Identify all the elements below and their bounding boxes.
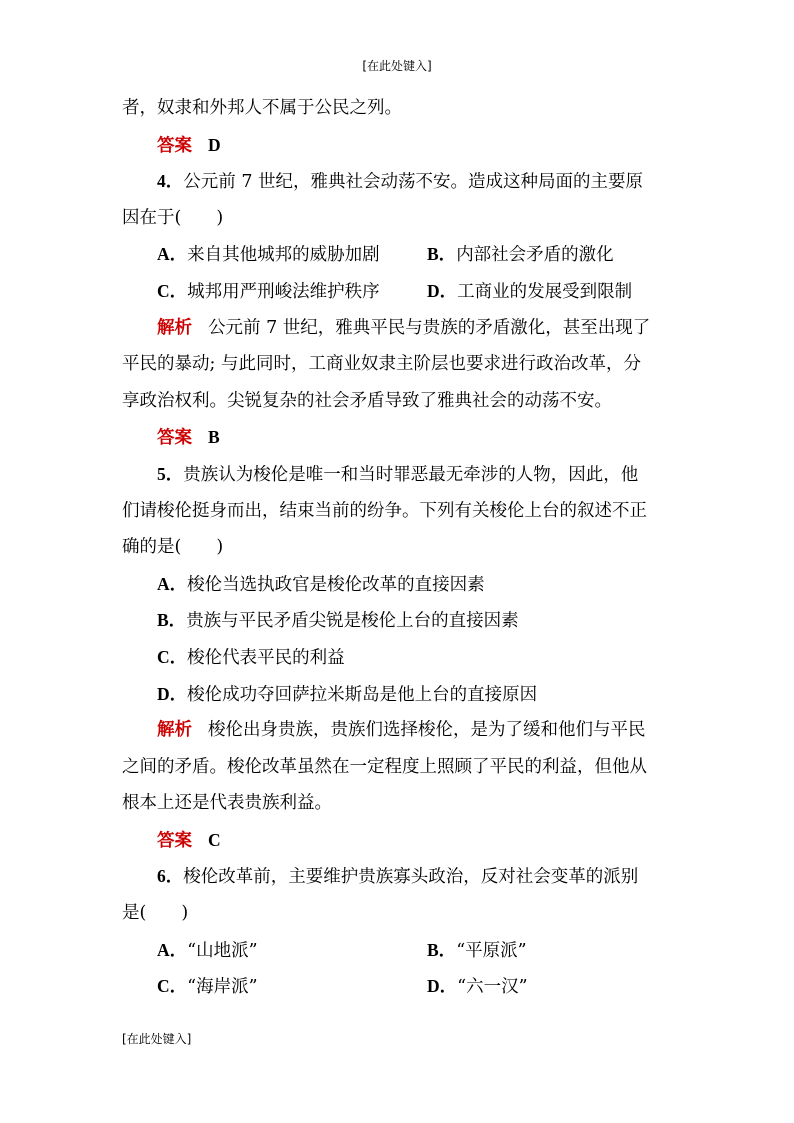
question-number: 4． [157,171,184,192]
q4-options-ab [122,236,682,273]
answer-value: B [208,427,220,448]
option-letter: B． [427,939,457,960]
option-text: 城邦用严刑峻法维护秩序 [187,281,380,302]
option-text: 梭伦代表平民的利益 [187,647,345,668]
option-text: 梭伦当选执政官是梭伦改革的直接因素 [187,574,485,595]
option-letter: A． [157,244,188,265]
option-letter: D． [427,976,458,997]
option-b [427,932,527,969]
option-text: “平原派” [456,940,527,961]
q6-options-cd [122,968,682,1005]
option-letter: D． [157,683,188,704]
question-number: 5． [157,463,184,484]
question-text: 梭伦改革前，主要维护贵族寡头政治，反对社会变革的派别 [183,867,639,888]
text-line: 者，奴隶和外邦人不属于公民之列。 [122,98,402,118]
q5-option-c [122,639,682,676]
question-4-cont: 因在于( ) [122,207,224,228]
question-5 [122,456,682,493]
explanation-label: 解析 [157,720,192,741]
question-4 [122,163,682,200]
option-letter: A． [157,939,188,960]
answer-4 [122,419,682,456]
option-letter: D． [427,280,458,301]
answer-label: 答案 [157,135,192,156]
option-text: “海岸派” [187,977,258,998]
question-6-line2: 是( ) [122,903,189,924]
option-text: 工商业的发展受到限制 [457,281,633,302]
option-text: “六一汉” [457,977,528,998]
option-letter: A． [157,573,188,594]
option-text: 梭伦成功夺回萨拉米斯岛是他上台的直接原因 [187,684,538,705]
option-letter: C． [157,646,188,667]
explanation-4-line3: 享政治权利。尖锐复杂的社会矛盾导致了雅典社会的动荡不安。 [122,390,612,411]
option-c [157,968,427,1005]
explanation-5 [122,712,682,749]
answer-label: 答案 [157,830,192,851]
option-text: 贵族与平民矛盾尖锐是梭伦上台的直接因素 [186,611,519,632]
option-letter: B． [157,610,187,631]
question-5-line2: 们请梭伦挺身而出，结束当前的纷争。下列有关梭伦上台的叙述不正 [122,500,647,521]
explanation-label: 解析 [157,317,192,338]
page-footer: [在此处键入] [122,1032,192,1046]
document-body [122,90,682,1005]
explanation-4-line2: 平民的暴动; 与此同时，工商业奴隶主阶层也要求进行政治改革，分 [122,354,641,375]
question-text: 公元前 7 世纪，雅典社会动荡不安。造成这种局面的主要原 [183,172,644,193]
explanation-5-line2: 之间的矛盾。梭伦改革虽然在一定程度上照顾了平民的利益，但他从 [122,756,647,777]
explanation-5-line3: 根本上还是代表贵族利益。 [122,793,332,814]
option-a [157,932,427,969]
option-letter: C． [157,976,188,997]
option-d [427,273,632,310]
question-text: 贵族认为梭伦是唯一和当时罪恶最无牵涉的人物，因此，他 [183,464,639,485]
q6-options-ab [122,932,682,969]
option-a [157,236,427,273]
question-number: 6． [157,866,184,887]
answer-value: D [208,134,221,155]
option-d [427,968,528,1005]
answer-3 [122,127,682,164]
option-text: 内部社会矛盾的激化 [456,245,614,266]
answer-value: C [208,829,221,850]
option-text: 来自其他城邦的威胁加剧 [187,245,380,266]
q4-options-cd [122,273,682,310]
question-6 [122,858,682,895]
explanation-text: 梭伦出身贵族，贵族们选择梭伦，是为了缓和他们与平民 [208,720,646,741]
q5-option-a [122,566,682,603]
option-letter: C． [157,280,188,301]
option-letter: B． [427,244,457,265]
q5-option-b [122,602,682,639]
explanation-4 [122,310,682,347]
option-b [427,236,614,273]
page-header: [在此处键入] [362,59,432,73]
option-c [157,273,427,310]
question-5-line3: 确的是( ) [122,537,224,558]
answer-label: 答案 [157,428,192,449]
explanation-text: 公元前 7 世纪，雅典平民与贵族的矛盾激化，甚至出现了 [208,317,651,338]
option-text: “山地派” [187,940,258,961]
answer-5 [122,822,682,859]
q5-option-d [122,676,682,713]
